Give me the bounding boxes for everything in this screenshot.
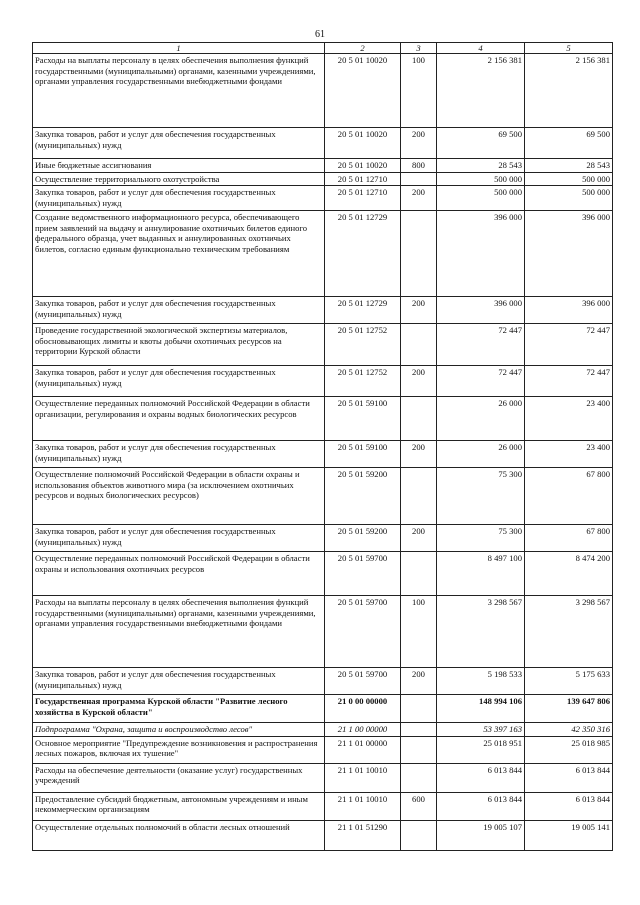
row-value-1: 26 000 [437, 396, 525, 440]
row-name: Осуществление переданных полномочий Российской Федерации в области организации, регулирования и охраны водных биологических ресурсов [33, 396, 325, 440]
row-expense-type [401, 210, 437, 296]
row-value-1: 72 447 [437, 365, 525, 396]
row-value-2: 19 005 141 [525, 820, 613, 850]
row-value-1: 500 000 [437, 172, 525, 186]
row-value-1: 69 500 [437, 128, 525, 159]
table-row [33, 763, 613, 792]
table-row [33, 736, 613, 763]
row-value-1: 2 156 381 [437, 54, 525, 128]
header-col-5: 5 [525, 43, 613, 54]
row-code: 20 5 01 10020 [325, 54, 401, 128]
row-name: Закупка товаров, работ и услуг для обеспечения государственных (муниципальных) нужд [33, 440, 325, 467]
row-value-2: 500 000 [525, 186, 613, 210]
row-expense-type: 200 [401, 128, 437, 159]
table-row [33, 323, 613, 365]
row-code: 21 1 00 00000 [325, 722, 401, 736]
row-expense-type: 200 [401, 296, 437, 323]
row-code: 20 5 01 12752 [325, 365, 401, 396]
row-expense-type [401, 736, 437, 763]
table-row [33, 792, 613, 820]
row-value-1: 148 994 106 [437, 694, 525, 722]
row-value-1: 6 013 844 [437, 792, 525, 820]
row-name: Расходы на обеспечение деятельности (оказание услуг) государственных учреждений [33, 763, 325, 792]
row-expense-type: 200 [401, 667, 437, 694]
row-code: 20 5 01 10020 [325, 159, 401, 173]
row-code: 20 5 01 12729 [325, 210, 401, 296]
row-name: Закупка товаров, работ и услуг для обеспечения государственных (муниципальных) нужд [33, 667, 325, 694]
row-value-1: 8 497 100 [437, 551, 525, 595]
row-expense-type: 100 [401, 54, 437, 128]
row-value-1: 53 397 163 [437, 722, 525, 736]
row-code: 20 5 01 59100 [325, 440, 401, 467]
row-expense-type: 200 [401, 440, 437, 467]
row-value-2: 139 647 806 [525, 694, 613, 722]
row-name: Осуществление территориального охотустройства [33, 172, 325, 186]
row-value-1: 6 013 844 [437, 763, 525, 792]
table-row [33, 722, 613, 736]
table-row [33, 296, 613, 323]
table-row [33, 820, 613, 850]
table-row [33, 595, 613, 667]
row-value-2: 2 156 381 [525, 54, 613, 128]
row-code: 21 1 01 10010 [325, 763, 401, 792]
row-value-2: 396 000 [525, 296, 613, 323]
table-row [33, 694, 613, 722]
row-value-1: 396 000 [437, 210, 525, 296]
row-name: Закупка товаров, работ и услуг для обеспечения государственных (муниципальных) нужд [33, 524, 325, 551]
row-value-1: 19 005 107 [437, 820, 525, 850]
row-value-1: 72 447 [437, 323, 525, 365]
row-code: 21 1 01 10010 [325, 792, 401, 820]
row-value-1: 25 018 951 [437, 736, 525, 763]
row-code: 20 5 01 12710 [325, 172, 401, 186]
row-name: Предоставление субсидий бюджетным, автономным учреждениям и иным некоммерческим организациям [33, 792, 325, 820]
table-row [33, 467, 613, 524]
row-code: 20 5 01 12752 [325, 323, 401, 365]
header-row [33, 43, 613, 54]
row-expense-type: 800 [401, 159, 437, 173]
row-name: Государственная программа Курской области "Развитие лесного хозяйства в Курской области" [33, 694, 325, 722]
row-expense-type: 100 [401, 595, 437, 667]
row-code: 20 5 01 59100 [325, 396, 401, 440]
row-name: Расходы на выплаты персоналу в целях обеспечения выполнения функций государственными (муниципальными) органами, казенными учреждениями, органами управления государственными внебюджетными фондами [33, 54, 325, 128]
row-value-2: 67 800 [525, 467, 613, 524]
row-name: Закупка товаров, работ и услуг для обеспечения государственных (муниципальных) нужд [33, 296, 325, 323]
row-value-2: 6 013 844 [525, 792, 613, 820]
row-name: Подпрограмма "Охрана, защита и воспроизводство лесов" [33, 722, 325, 736]
table-row [33, 210, 613, 296]
row-value-2: 42 350 316 [525, 722, 613, 736]
row-name: Осуществление полномочий Российской Федерации в области охраны и использования объектов животного мира (за исключением охотничьих ресурсов и водных биологических ресурсов) [33, 467, 325, 524]
table-row [33, 396, 613, 440]
row-value-1: 75 300 [437, 467, 525, 524]
row-expense-type [401, 323, 437, 365]
row-value-2: 396 000 [525, 210, 613, 296]
table-row [33, 551, 613, 595]
row-value-2: 6 013 844 [525, 763, 613, 792]
row-code: 20 5 01 12710 [325, 186, 401, 210]
row-name: Осуществление отдельных полномочий в области лесных отношений [33, 820, 325, 850]
row-value-2: 23 400 [525, 440, 613, 467]
row-value-1: 75 300 [437, 524, 525, 551]
row-code: 21 1 01 51290 [325, 820, 401, 850]
row-value-2: 28 543 [525, 159, 613, 173]
row-value-2: 72 447 [525, 365, 613, 396]
row-name: Закупка товаров, работ и услуг для обеспечения государственных (муниципальных) нужд [33, 365, 325, 396]
row-expense-type: 200 [401, 186, 437, 210]
row-value-2: 23 400 [525, 396, 613, 440]
row-expense-type [401, 820, 437, 850]
row-value-1: 500 000 [437, 186, 525, 210]
row-value-1: 28 543 [437, 159, 525, 173]
row-expense-type: 200 [401, 524, 437, 551]
row-name: Закупка товаров, работ и услуг для обеспечения государственных (муниципальных) нужд [33, 128, 325, 159]
row-expense-type: 200 [401, 365, 437, 396]
table-row [33, 524, 613, 551]
row-code: 20 5 01 59700 [325, 551, 401, 595]
row-code: 21 0 00 00000 [325, 694, 401, 722]
row-expense-type: 600 [401, 792, 437, 820]
row-value-1: 26 000 [437, 440, 525, 467]
row-code: 20 5 01 10020 [325, 128, 401, 159]
row-name: Расходы на выплаты персоналу в целях обеспечения выполнения функций государственными (муниципальными) органами, казенными учреждениями, органами управления государственными внебюджетными фондами [33, 595, 325, 667]
table-row [33, 128, 613, 159]
row-value-1: 3 298 567 [437, 595, 525, 667]
table-row [33, 186, 613, 210]
header-col-2: 2 [325, 43, 401, 54]
page-number: 61 [315, 29, 325, 40]
header-col-4: 4 [437, 43, 525, 54]
row-name: Иные бюджетные ассигнования [33, 159, 325, 173]
table-row [33, 54, 613, 128]
row-name: Основное мероприятие "Предупреждение возникновения и распространения лесных пожаров, включая их тушение" [33, 736, 325, 763]
row-value-2: 5 175 633 [525, 667, 613, 694]
row-code: 20 5 01 59700 [325, 595, 401, 667]
header-col-3: 3 [401, 43, 437, 54]
row-expense-type [401, 551, 437, 595]
row-value-2: 25 018 985 [525, 736, 613, 763]
table-row [33, 667, 613, 694]
row-expense-type [401, 763, 437, 792]
row-expense-type [401, 467, 437, 524]
row-code: 20 5 01 12729 [325, 296, 401, 323]
row-code: 20 5 01 59200 [325, 467, 401, 524]
row-expense-type [401, 694, 437, 722]
row-expense-type [401, 396, 437, 440]
budget-table [32, 42, 613, 851]
row-name: Осуществление переданных полномочий Российской Федерации в области охраны и использования охотничьих ресурсов [33, 551, 325, 595]
row-name: Создание ведомственного информационного ресурса, обеспечивающего прием заявлений на выдачу и аннулирование охотничьих билетов единого федерального образца, учет выданных и аннулированных охотничьих билетов, согласно единым функционально техническим требованиям [33, 210, 325, 296]
table-row [33, 365, 613, 396]
table-row [33, 159, 613, 173]
row-name: Проведение государственной экологической экспертизы материалов, обосновывающих лимиты и квоты добычи охотничьих ресурсов на территории Курской области [33, 323, 325, 365]
row-code: 20 5 01 59200 [325, 524, 401, 551]
row-name: Закупка товаров, работ и услуг для обеспечения государственных (муниципальных) нужд [33, 186, 325, 210]
row-value-2: 8 474 200 [525, 551, 613, 595]
row-value-1: 5 198 533 [437, 667, 525, 694]
table-row [33, 172, 613, 186]
row-code: 21 1 01 00000 [325, 736, 401, 763]
row-expense-type [401, 722, 437, 736]
row-value-1: 396 000 [437, 296, 525, 323]
table-row [33, 440, 613, 467]
row-value-2: 72 447 [525, 323, 613, 365]
row-code: 20 5 01 59700 [325, 667, 401, 694]
row-value-2: 3 298 567 [525, 595, 613, 667]
header-col-1: 1 [33, 43, 325, 54]
row-value-2: 69 500 [525, 128, 613, 159]
row-value-2: 500 000 [525, 172, 613, 186]
row-value-2: 67 800 [525, 524, 613, 551]
row-expense-type [401, 172, 437, 186]
